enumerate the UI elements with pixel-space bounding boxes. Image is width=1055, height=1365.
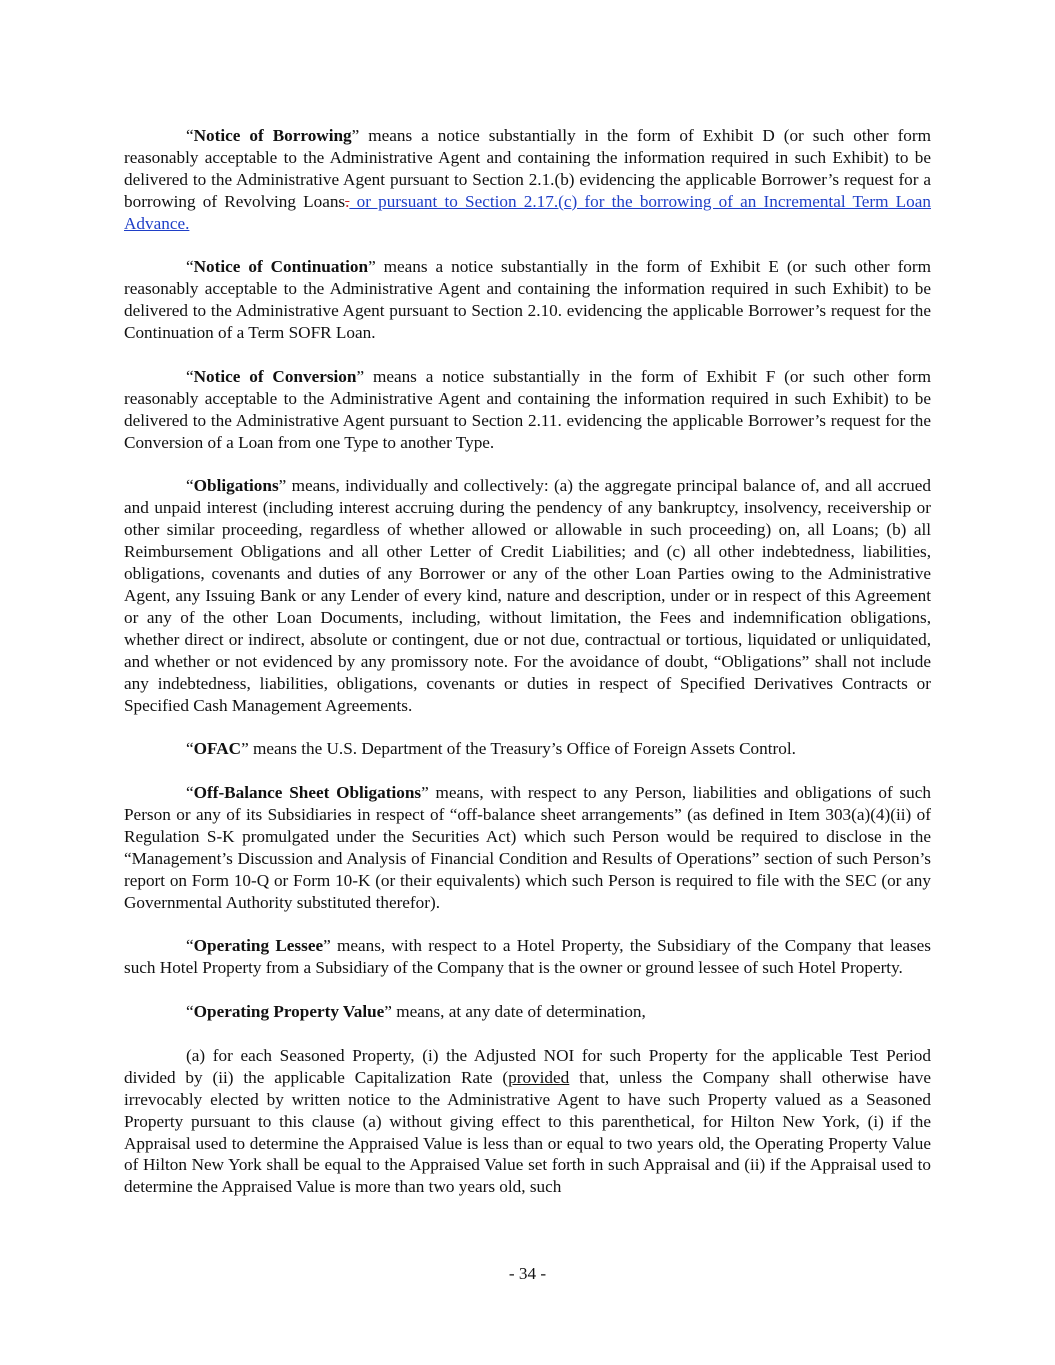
- page-number: - 34 -: [508, 1264, 547, 1283]
- definition-operating-lessee: “Operating Lessee” means, with respect to a Hotel Property, the Subsidiary of the Company that leases such Hotel Property from a Subsidiary of the Company that is the owner or ground lessee of such Hotel Property.: [124, 936, 931, 978]
- inserted-text: or pursuant to Section 2.17.(c) for the borrowing of an Incremental Term Loan Advance.: [124, 191, 931, 233]
- defined-term: Notice of Borrowing: [193, 126, 352, 145]
- defined-term: OFAC: [193, 739, 242, 759]
- defined-term: Operating Property Value: [193, 1002, 385, 1022]
- definition-notice-of-continuation: “Notice of Continuation” means a notice substantially in the form of Exhibit E (or such other form reasonably acceptable to the Administrative Agent and containing the information required in such Exhibit) to be delivered to the Administrative Agent pursuant to Section 2.10. evidencing the applicable Borrower’s request for the Continuation of a Term SOFR Loan.: [124, 257, 931, 343]
- deleted-text: .: [345, 191, 350, 211]
- definition-notice-of-conversion: “Notice of Conversion” means a notice substantially in the form of Exhibit F (or such other form reasonably acceptable to the Administrative Agent and containing the information required in such Exhibit) to be delivered to the Administrative Agent pursuant to Section 2.11. evidencing the applicable Borrower’s request for the Conversion of a Loan from one Type to another Type.: [124, 366, 931, 452]
- definition-notice-of-borrowing: “Notice of Borrowing” means a notice substantially in the form of Exhibit D (or such other form reasonably acceptable to the Administrative Agent and containing the information required in such Exhibit) to be delivered to the Administrative Agent pursuant to Section 2.1.(b) evidencing the applicable Borrower’s request for a borrowing of Revolving Loans. or pursuant to Section 2.17.(c) for the borrowing of an Incremental Term Loan Advance.: [124, 126, 931, 233]
- defined-term: Operating Lessee: [193, 936, 324, 956]
- definition-operating-property-value: “Operating Property Value” means, at any date of determination,: [186, 1002, 646, 1022]
- defined-term: Off-Balance Sheet Obligations: [193, 783, 422, 803]
- definition-off-balance-sheet-obligations: “Off-Balance Sheet Obligations” means, with respect to any Person, liabilities and obligations of such Person or any of its Subsidiaries in respect of “off-balance sheet arrangements” (as defined in Item 303(a)(4)(ii) of Regulation S-K promulgated under the Securities Act) which such Person would be required to disclose in the “Management’s Discussion and Analysis of Financial Condition and Results of Operations” section of such Person’s report on Form 10-Q or Form 10-K (or their equivalents) which such Person is required to file with the SEC (or any Governmental Authority substituted therefor).: [124, 783, 931, 912]
- underlined-term: provided: [508, 1067, 570, 1087]
- defined-term: Notice of Conversion: [193, 366, 357, 386]
- clause-a: (a) for each Seasoned Property, (i) the Adjusted NOI for such Property for the applicable Test Period divided by (ii) the applicable Capitalization Rate (provided that, unless the Company shall otherwise have irrevocably elected by written notice to the Administrative Agent to have such Property valued as a Seasoned Property pursuant to this clause (a) without giving effect to this parenthetical, for Hilton New York, (i) if the Appraisal used to determine the Appraised Value is less than or equal to two years old, the Operating Property Value of Hilton New York shall be equal to the Appraised Value set forth in such Appraisal and (ii) if the Appraisal used to determine the Appraised Value is more than two years old, such: [124, 1045, 931, 1197]
- page-body: [124, 125, 931, 1198]
- defined-term: Obligations: [193, 476, 279, 496]
- definition-ofac: “OFAC” means the U.S. Department of the Treasury’s Office of Foreign Assets Control.: [186, 739, 796, 759]
- definition-obligations: “Obligations” means, individually and collectively: (a) the aggregate principal balance of, and all accrued and unpaid interest (including interest accruing during the pendency of any bankruptcy, insolvency, receivership or other similar proceeding, regardless of whether allowed or allowable in such proceeding) on, all Loans; (b) all Reimbursement Obligations and all other Letter of Credit Liabilities; and (c) all other indebtedness, liabilities, obligations, covenants and duties of any Borrower or any of the other Loan Parties owing to the Administrative Agent, any Issuing Bank or any Lender of every kind, nature and description, under or in respect of this Agreement or any of the other Loan Documents, including, without limitation, the Fees and indemnification obligations, whether direct or indirect, absolute or contingent, due or not due, contractual or tortious, liquidated or unliquidated, and whether or not evidenced by any promissory note. For the avoidance of doubt, “Obligations” shall not include any indebtedness, liabilities, obligations, covenants or duties in respect of Specified Derivatives Contracts or Specified Cash Management Agreements.: [124, 476, 931, 715]
- defined-term: Notice of Continuation: [193, 257, 369, 277]
